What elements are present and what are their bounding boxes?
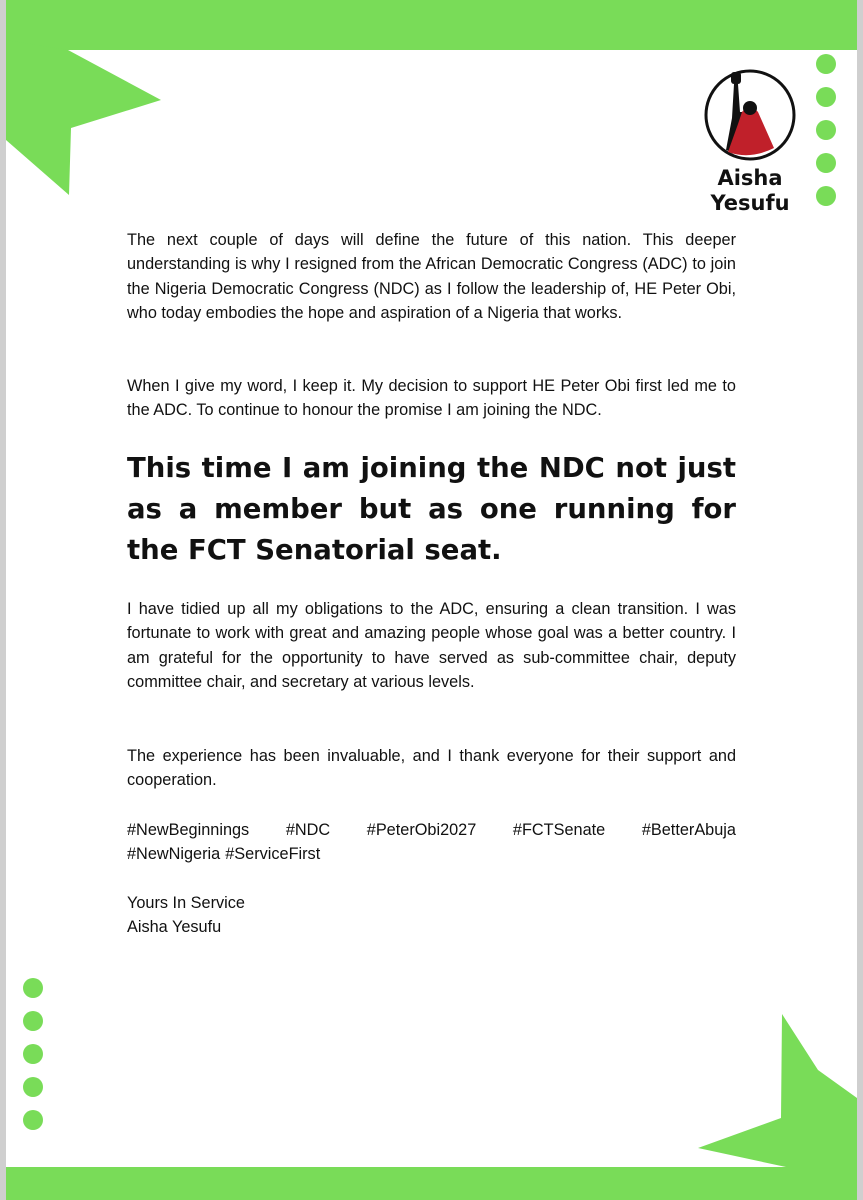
bottom-left-dot (23, 978, 43, 998)
obligations-paragraph: I have tidied up all my obligations to the ADC, ensuring a clean transition. I was fortunate to work with great and amazing people whose goal was a better country. I am grateful for the opportunity to have served as sub-committee chair, deputy committee chair, and secretary at various levels. (127, 600, 736, 691)
intro-paragraph: The next couple of days will define the future of this nation. This deeper understanding is why I resigned from the African Democratic Congress (ADC) to join the Nigeria Democratic Congress (NDC) as I follow the leadership of, HE Peter Obi, who today embodies the hope and aspiration of a Nigeria that works. (127, 231, 736, 322)
hashtag: #NewBeginnings (127, 821, 250, 839)
headline-announcement: This time I am joining the NDC not just as a member but as one running for the FCT Senatorial seat. (127, 452, 736, 566)
logo-name (702, 166, 798, 216)
gratitude-paragraph: The experience has been invaluable, and I thank everyone for their support and cooperation. (127, 747, 736, 790)
logo-name-line2: Yesufu (710, 191, 790, 215)
raised-fist-woman-icon (704, 66, 796, 161)
bottom-left-dot (23, 1044, 43, 1064)
top-right-dot (816, 120, 836, 140)
bottom-left-dot (23, 1011, 43, 1031)
hashtag: #NewNigeria (127, 845, 221, 864)
signoff-closing: Yours In Service (127, 894, 245, 912)
hashtag: #BetterAbuja (641, 821, 736, 839)
bottom-left-dot (23, 1077, 43, 1097)
hashtag: #FCTSenate (512, 821, 606, 839)
hashtags (127, 818, 736, 867)
hashtag: #ServiceFirst (225, 845, 321, 864)
top-right-dot (816, 186, 836, 206)
letter-page (6, 0, 857, 1200)
top-left-star-decoration (6, 40, 176, 240)
signoff-name: Aisha Yesufu (127, 918, 222, 937)
top-right-dot (816, 87, 836, 107)
signoff (127, 891, 245, 940)
top-right-dot (816, 153, 836, 173)
promise-paragraph: When I give my word, I keep it. My decision to support HE Peter Obi first led me to the ADC. To continue to honour the promise I am joining the NDC. (127, 377, 736, 420)
bottom-right-star-decoration (686, 1010, 857, 1170)
bottom-left-dot (23, 1110, 43, 1130)
top-right-dot (816, 54, 836, 74)
hashtag: #PeterObi2027 (366, 821, 477, 839)
hashtag: #NDC (285, 821, 331, 839)
bottom-green-band (6, 1167, 857, 1200)
logo-name-line1: Aisha (717, 166, 783, 190)
